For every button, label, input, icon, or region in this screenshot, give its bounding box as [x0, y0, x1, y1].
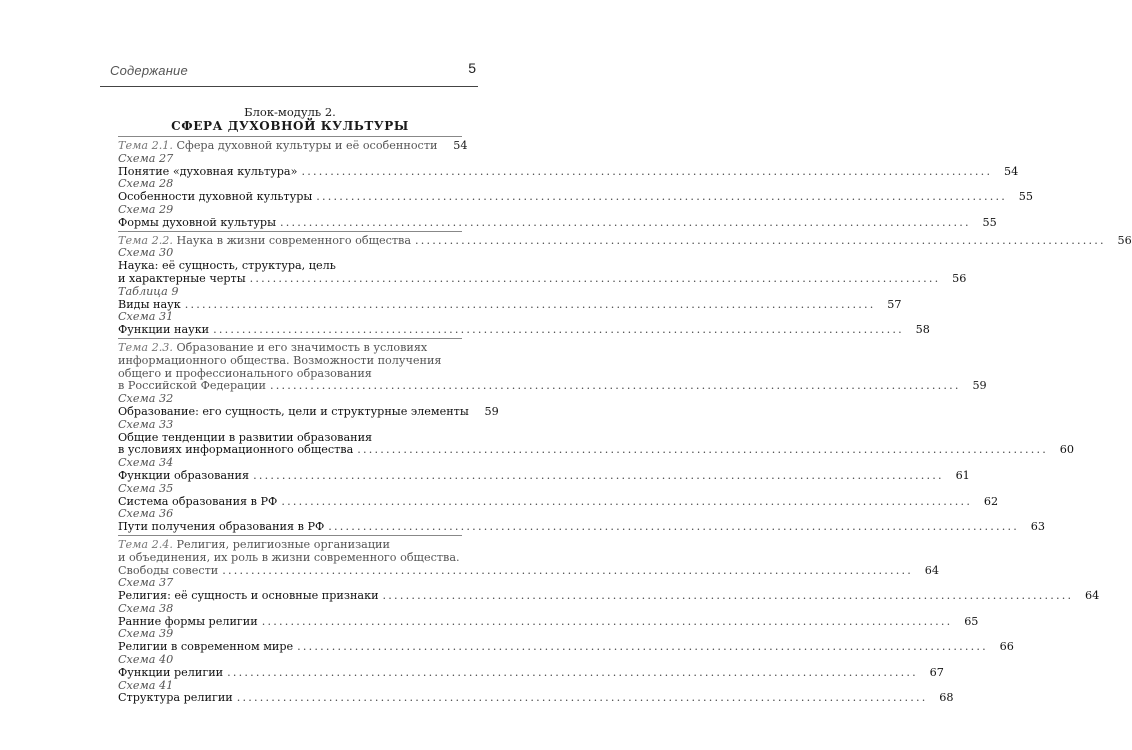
leader-dots: ........................................................................................................................: [269, 379, 961, 393]
toc-page-number: 59: [484, 404, 499, 418]
toc-topic-label: Тема 2.2.: [118, 233, 173, 247]
toc-scheme-label: Схема 38: [118, 601, 174, 615]
leader-dots: ........................................................................................................................: [316, 190, 1008, 204]
toc-entry-text: в условиях информационного общества: [118, 443, 354, 457]
toc-entry: [118, 215, 997, 230]
toc-topic-title: общего и профессионального образования: [118, 366, 372, 380]
table-of-contents: [118, 135, 1132, 705]
toc-page-number: 61: [955, 468, 970, 482]
toc-page-number: 65: [964, 614, 979, 628]
toc-entry: [118, 589, 1100, 603]
toc-scheme-label: Схема 32: [118, 392, 174, 406]
toc-page-number: 54: [453, 139, 468, 152]
toc-entry-line: [118, 404, 499, 419]
toc-entry: [118, 691, 954, 705]
toc-entry: [118, 520, 1046, 534]
leader-dots: ........................................................................................................................: [213, 323, 904, 337]
toc-entry-line: [118, 520, 1046, 534]
toc-entry-text: Система образования в РФ: [118, 494, 278, 508]
toc-scheme-label: Схема 41: [118, 678, 174, 692]
toc-scheme-label: Схема 39: [118, 627, 174, 641]
toc-entry-text: Пути получения образования в РФ: [118, 520, 325, 534]
toc-page-number: 60: [1059, 443, 1075, 457]
leader-dots: ........................................................................................................................: [236, 691, 928, 705]
block-module-label: Блок-модуль 2.: [244, 105, 336, 119]
toc-scheme-label: Схема 34: [118, 456, 174, 470]
toc-topic-title: информационного общества. Возможности получения: [118, 353, 442, 367]
leader-dots: ........................................................................................................................: [279, 215, 971, 229]
toc-entry: [118, 323, 930, 337]
toc-page-number: 62: [983, 494, 999, 508]
leader-dots: ........................................................................................................................: [253, 468, 944, 482]
toc-scheme-label: Схема 33: [118, 417, 174, 431]
toc-scheme-label: Схема 30: [118, 246, 174, 260]
header-title: Содержание: [110, 63, 188, 78]
toc-entry-text: Функции науки: [118, 323, 210, 337]
toc-topic-title: и объединения, их роль в жизни современного общества.: [118, 550, 460, 564]
toc-topic-label: Тема 2.4.: [118, 537, 173, 551]
toc-page-number: 56: [952, 271, 967, 285]
toc-page-number: 64: [1085, 589, 1100, 603]
toc-scheme-label: Таблица 9: [118, 284, 179, 298]
header-rule: [100, 86, 478, 87]
toc-entry-text: Понятие «духовная культура»: [118, 164, 298, 178]
header-page-number: 5: [468, 60, 476, 76]
toc-entry-line: [118, 323, 930, 337]
toc-entry-text: и характерные черты: [118, 271, 246, 285]
running-header: [100, 58, 478, 82]
toc-scheme-label: Схема 35: [118, 481, 174, 495]
toc-scheme-label: Схема 36: [118, 507, 174, 521]
toc-page-number: 66: [999, 640, 1014, 654]
toc-topic-title: Образование и его значимость в условиях: [176, 340, 428, 354]
leader-dots: ........................................................................................................................: [227, 665, 918, 679]
toc-scheme-label: Схема 27: [118, 151, 174, 165]
toc-topic-label: Тема 2.1.: [118, 139, 173, 152]
toc-topic-line: [118, 139, 468, 153]
leader-dots: ........................................................................................................................: [382, 589, 1074, 603]
toc-topic: [118, 231, 1132, 248]
leader-dots: ........................................................................................................................: [249, 271, 941, 285]
toc-topic-title: Свободы совести: [118, 563, 219, 577]
toc-entry-text: Особенности духовной культуры: [118, 190, 313, 204]
toc-page-number: 64: [924, 563, 939, 577]
toc-page-number: 59: [972, 379, 987, 393]
leader-dots: ........................................................................................................................: [328, 520, 1020, 534]
toc-entry-text: Виды наук: [118, 297, 181, 311]
toc-topic-title: Религия, религиозные организации: [176, 537, 390, 551]
leader-dots: ........................................................................................................................: [415, 233, 1106, 247]
toc-entry-line: [118, 271, 967, 286]
toc-topic-title: в Российской Федерации: [118, 379, 266, 393]
leader-dots: ........................................................................................................................: [357, 443, 1049, 457]
toc-scheme-label: Схема 37: [118, 576, 174, 590]
toc-entry-line: [118, 665, 944, 680]
toc-page-number: 63: [1030, 520, 1046, 534]
toc-page-number: 58: [915, 323, 930, 337]
toc-scheme-label: Схема 29: [118, 202, 174, 216]
toc-entry-text: Функции религии: [118, 665, 224, 679]
leader-dots: ........................................................................................................................: [222, 563, 913, 577]
toc-scheme-label: Схема 28: [118, 177, 174, 191]
toc-scheme-label: Схема 40: [118, 653, 174, 667]
toc-entry-text: Образование: его сущность, цели и структурные элементы: [118, 404, 469, 418]
block-module-title: СФЕРА ДУХОВНОЙ КУЛЬТУРЫ: [171, 119, 409, 133]
toc-entry-text: Общие тенденции в развитии образования: [118, 430, 373, 444]
toc-entry-line: [118, 468, 970, 483]
leader-dots: ........................................................................................................................: [301, 164, 993, 178]
leader-dots: ........................................................................................................................: [261, 614, 953, 628]
toc-entry-text: Структура религии: [118, 691, 233, 705]
toc-topic: [118, 338, 987, 393]
toc-entry-text: Религии в современном мире: [118, 640, 294, 654]
toc-entry-text: Наука: её сущность, структура, цель: [118, 259, 336, 273]
toc-topic: [118, 535, 939, 577]
toc-topic-label: Тема 2.3.: [118, 340, 173, 354]
toc-entry: [118, 430, 1075, 458]
toc-page-number: 57: [887, 297, 902, 311]
toc-entry-text: Ранние формы религии: [118, 614, 258, 628]
toc-entry: [118, 404, 499, 419]
toc-page-number: 67: [929, 665, 944, 679]
toc-topic-title: Сфера духовной культуры и её особенности: [176, 139, 438, 152]
toc-topic: [118, 136, 468, 153]
toc-entry: [118, 665, 944, 680]
toc-page-number: 54: [1003, 164, 1019, 178]
toc-topic-title: Наука в жизни современного общества: [176, 233, 412, 247]
toc-page-number: 56: [1117, 233, 1132, 247]
block-heading: [118, 105, 462, 134]
toc-entry-line: [118, 691, 954, 705]
toc-topic-text: [118, 140, 437, 153]
toc-scheme-label: Схема 31: [118, 310, 174, 324]
toc-page-number: 68: [939, 691, 954, 705]
toc-entry-text: Функции образования: [118, 468, 250, 482]
toc-entry-text: Формы духовной культуры: [118, 215, 276, 229]
toc-entry: [118, 259, 967, 286]
toc-page-number: 55: [982, 215, 997, 229]
leader-dots: ........................................................................................................................: [281, 494, 973, 508]
leader-dots: ........................................................................................................................: [184, 297, 876, 311]
toc-entry-line: [118, 589, 1100, 603]
toc-entry-text: Религия: её сущность и основные признаки: [118, 589, 379, 603]
toc-page-number: 55: [1018, 190, 1034, 204]
leader-dots: ........................................................................................................................: [297, 640, 988, 654]
toc-entry-line: [118, 215, 997, 230]
toc-entry: [118, 468, 970, 483]
